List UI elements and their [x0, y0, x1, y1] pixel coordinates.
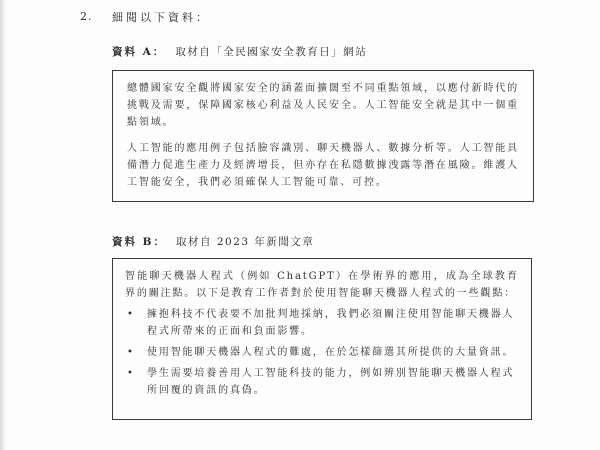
source-a-box — [112, 70, 534, 202]
question-instruction: 細閱以下資料： — [112, 11, 210, 24]
bullet-icon: • — [127, 309, 135, 320]
question-number: 2. — [80, 10, 93, 23]
source-a-description: 取材自「全民國家安全教育日」網站 — [175, 46, 368, 58]
source-a-paragraph-1: 總體國家安全觀將國家安全的涵蓋面擴闊至不同重點領域，以應付新時代的挑戰及需要，保障國家核心利益及人民安全。人工智能安全就是其中一個重點領域。 — [127, 83, 519, 128]
source-b-bullet-3-text: 學生需要培養善用人工智能科技的能力，例如辨別智能聊天機器人程式所回覆的資訊的真偽。 — [147, 368, 515, 396]
source-b-bullet-3 — [125, 365, 519, 399]
source-b-bullet-2 — [125, 344, 519, 361]
page-edge-shadow — [0, 0, 6, 450]
source-b-heading — [112, 234, 314, 249]
source-b-bullet-list — [125, 306, 519, 399]
source-a-heading — [112, 44, 367, 59]
source-a-label: 資料 A： — [112, 46, 166, 58]
source-a-paragraph-2: 人工智能的應用例子包括臉容識別、聊天機器人、數據分析等。人工智能具備潛力促進生產力及經濟增長，但亦存在私隱數據洩露等潛在風險。維護人工智能安全，我們必須確保人工智能可靠、可控。 — [127, 143, 519, 188]
source-b-bullet-1-text: 擁抱科技不代表要不加批判地採納，我們必須關注使用智能聊天機器人程式所帶來的正面和負面影響。 — [147, 309, 515, 337]
source-b-label: 資料 B： — [112, 236, 167, 248]
bullet-icon: • — [127, 347, 135, 358]
bullet-icon: • — [127, 368, 135, 379]
source-b-box — [112, 258, 532, 420]
source-b-bullet-1 — [125, 306, 519, 340]
source-b-intro: 智能聊天機器人程式（例如 ChatGPT）在學術界的應用，成為全球教育界的關注點。以下是教育工作者對於使用智能聊天機器人程式的一些觀點： — [125, 271, 519, 299]
source-b-description: 取材自 2023 年新聞文章 — [176, 236, 315, 248]
source-b-bullet-2-text: 使用智能聊天機器人程式的難處，在於怎樣篩選其所提供的大量資訊。 — [147, 347, 515, 358]
